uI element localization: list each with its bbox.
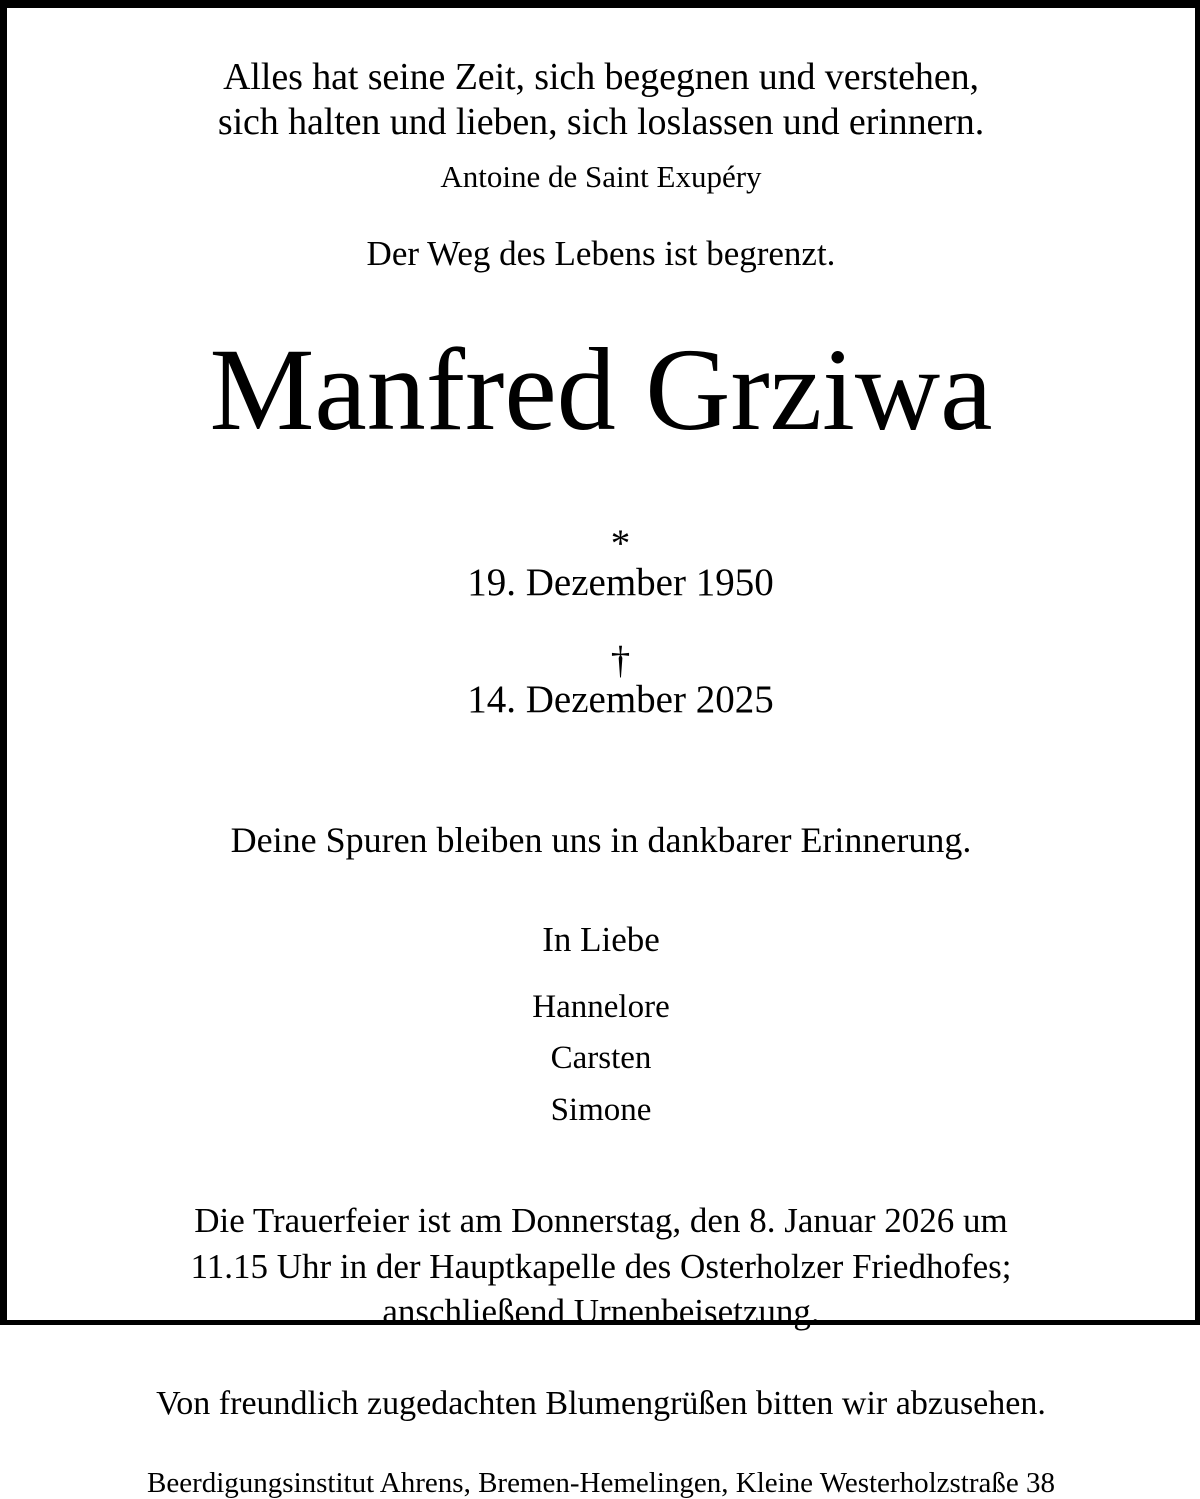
quote-line-1: Alles hat seine Zeit, sich begegnen und verstehen, [223,56,979,98]
death-symbol: † [610,638,631,682]
quote-block [7,55,1195,192]
remembrance-line: Deine Spuren bleiben uns in dankbarer Erinnerung. [230,819,972,860]
birth-date: 19. Dezember 1950 [467,560,774,604]
quote-line-2: sich halten und lieben, sich loslassen und erinnern. [217,100,985,143]
family-names-list [532,982,669,1136]
intro-line: Der Weg des Lebens ist begrenzt. [366,233,836,273]
service-line-2: 11.15 Uhr in der Hauptkapelle des Osterholzer Friedhofes; [190,1246,1012,1286]
service-line-1: Die Trauerfeier ist am Donnerstag, den 8. Januar 2026 um [194,1201,1008,1241]
service-line-3: anschließend Urnenbeisetzung. [382,1292,820,1332]
family-name: Hannelore [532,988,670,1025]
funeral-institute: Beerdigungsinstitut Ahrens, Bremen-Hemelingen, Kleine Westerholzstraße 38 [147,1466,1055,1499]
life-dates [428,485,773,758]
service-details [7,1198,1195,1335]
flowers-note: Von freundlich zugedachten Blumengrüßen bitten wir abzusehen. [156,1384,1046,1422]
death-date: 14. Dezember 2025 [467,677,774,721]
quote-attribution: Antoine de Saint Exupéry [440,158,762,194]
in-love-label: In Liebe [542,919,660,959]
family-name: Simone [550,1091,652,1128]
family-name: Carsten [550,1040,652,1077]
birth-symbol: * [610,521,631,565]
deceased-name: Manfred Grziwa [209,323,993,455]
